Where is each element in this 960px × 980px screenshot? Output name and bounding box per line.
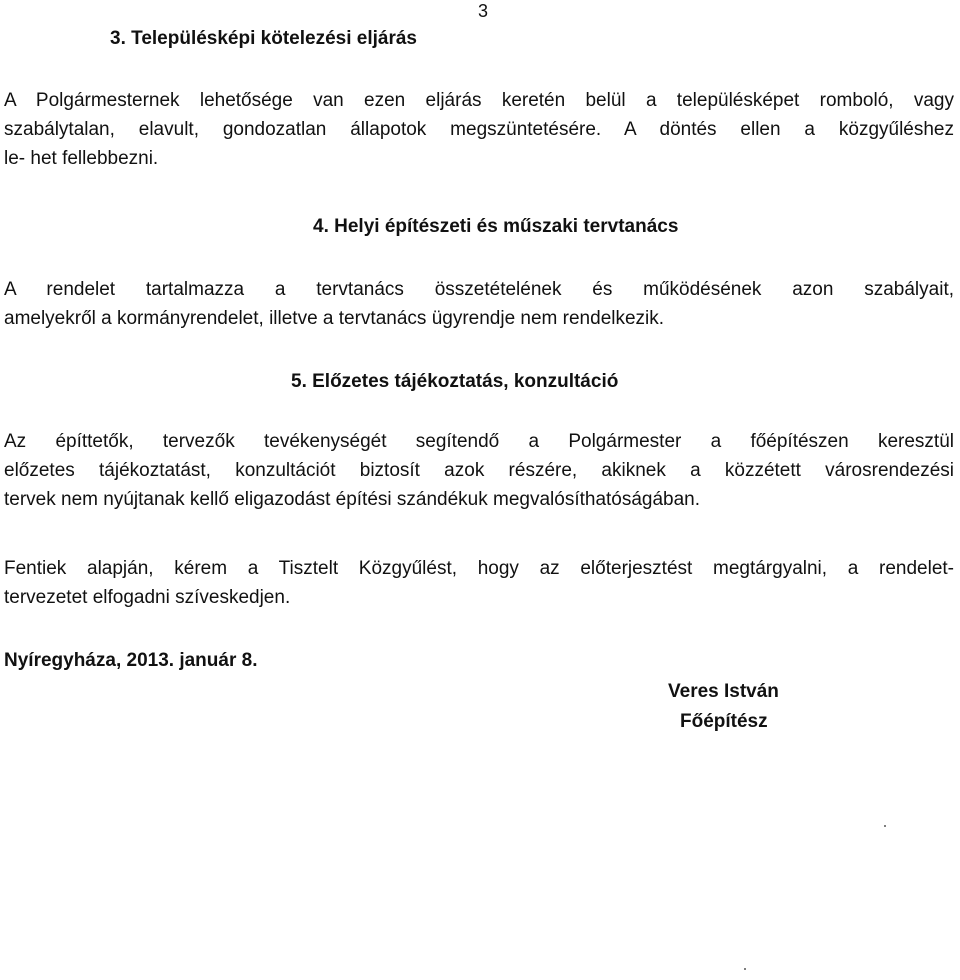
section-3-line-2: szabálytalan, elavult, gondozatlan állapotok megszüntetésére. A döntés ellen a közgyűléshez bbox=[4, 119, 954, 140]
section-3-line-1: A Polgármesternek lehetősége van ezen eljárás keretén belül a településképet romboló, vagy bbox=[4, 90, 954, 111]
signature-name: Veres István bbox=[668, 681, 779, 702]
place-date: Nyíregyháza, 2013. január 8. bbox=[4, 650, 258, 671]
scan-speck bbox=[884, 825, 886, 827]
section-3-paragraph bbox=[4, 86, 954, 173]
section-4-line-1: A rendelet tartalmazza a tervtanács összetételének és működésének azon szabályait, bbox=[4, 279, 954, 300]
section-4-line-2: amelyekről a kormányrendelet, illetve a tervtanács ügyrendje nem rendelkezik. bbox=[4, 308, 665, 329]
page-number: 3 bbox=[478, 1, 489, 21]
section-5-line-2: előzetes tájékoztatást, konzultációt biztosít azok részére, akiknek a közzétett városrendezési bbox=[4, 460, 954, 481]
section-3-line-3: le- het fellebbezni. bbox=[4, 148, 159, 169]
section-5-heading: 5. Előzetes tájékoztatás, konzultáció bbox=[291, 371, 619, 392]
section-4-heading: 4. Helyi építészeti és műszaki tervtanács bbox=[313, 216, 679, 237]
section-3-heading: 3. Településképi kötelezési eljárás bbox=[110, 28, 417, 49]
section-5-line-1: Az építtetők, tervezők tevékenységét segítendő a Polgármester a főépítészen keresztül bbox=[4, 431, 954, 452]
closing-line-2: tervezetet elfogadni szíveskedjen. bbox=[4, 587, 291, 608]
section-5-line-3: tervek nem nyújtanak kellő eligazodást építési szándékuk megvalósíthatóságában. bbox=[4, 489, 701, 510]
closing-paragraph bbox=[4, 554, 954, 612]
signature-title: Főépítész bbox=[680, 711, 768, 732]
closing-line-1: Fentiek alapján, kérem a Tisztelt Közgyűlést, hogy az előterjesztést megtárgyalni, a rendelet- bbox=[4, 558, 954, 579]
section-5-paragraph bbox=[4, 427, 954, 514]
section-4-paragraph bbox=[4, 275, 954, 333]
scan-speck bbox=[744, 968, 746, 970]
